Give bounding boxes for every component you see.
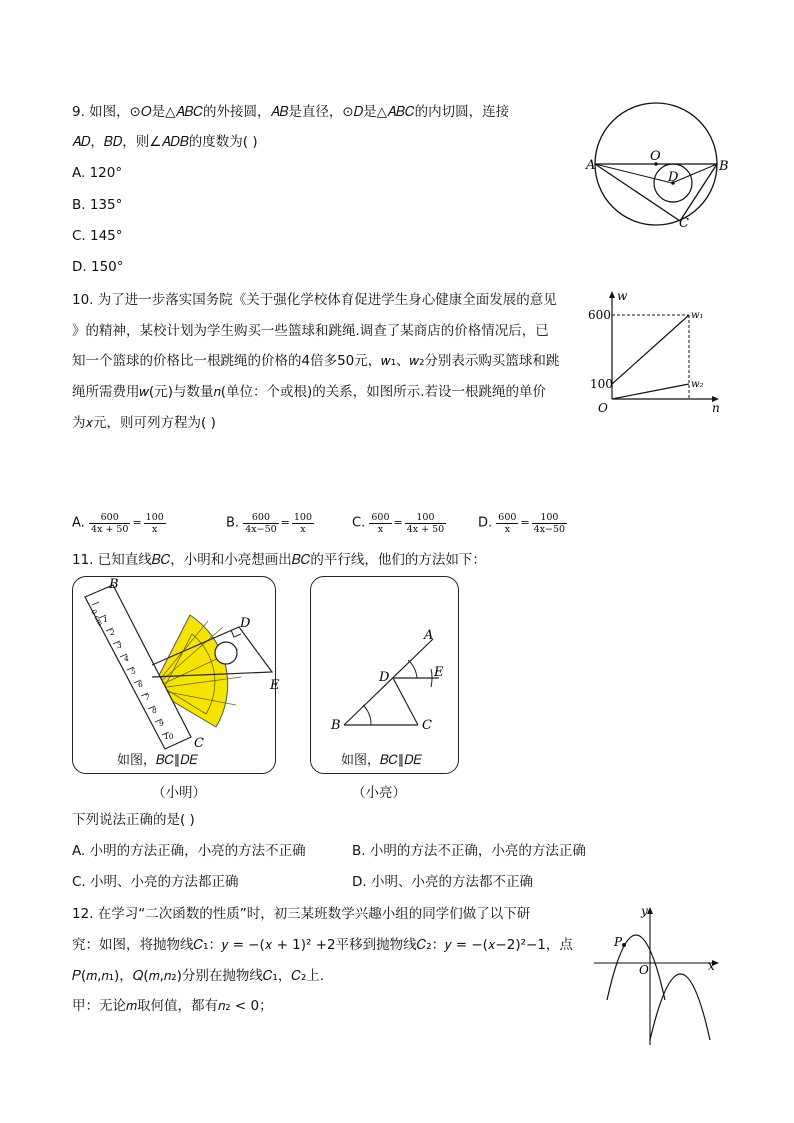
- xiaoliang-label-e: E: [434, 665, 444, 680]
- ruler-tick-7: 7: [145, 693, 150, 702]
- xiaoming-label-d: D: [240, 616, 251, 631]
- q12-stem-line2: 究：如图，将抛物线𝐶₁：𝑦 = −(𝑥 + 1)² +2平移到抛物线𝐶₂：𝑦 = −(𝑥−2)²−1，点: [72, 937, 573, 953]
- xiaoliang-label-a: A: [424, 628, 434, 643]
- xiaoming-label-e: E: [270, 678, 280, 693]
- q9-label-d: D: [668, 170, 679, 185]
- xiaoming-label-c: C: [194, 736, 204, 751]
- q10-option-a: A. $\frac{600}{4x + 50}$ = $\frac{100}{x}$: [72, 511, 164, 535]
- xiaoming-caption: 如图，𝐵𝐶∥𝐷𝐸: [117, 753, 198, 768]
- q9-stem-line1: 9. 如图，⊙𝑂是△𝐴𝐵𝐶的外接圆，𝐴𝐵是直径，⊙𝐷是△𝐴𝐵𝐶的内切圆，连接: [72, 104, 510, 120]
- xiaoliang-caption: 如图，𝐵𝐶∥𝐷𝐸: [341, 753, 422, 768]
- q10-option-d: D. $\frac{600}{x}$ = $\frac{100}{4x-50}$: [478, 511, 566, 535]
- q11-option-c: C. 小明、小亮的方法都正确: [72, 874, 239, 890]
- q9-option-a: A. 120°: [72, 165, 123, 181]
- ruler-tick-6: 6: [138, 680, 143, 689]
- q9-circle-figure: [584, 90, 730, 235]
- ruler-tick-8: 8: [152, 706, 157, 715]
- q10-stem-line3: 知一个篮球的价格比一根跳绳的价格的4倍多50元，𝑤₁、𝑤₂分别表示购买篮球和跳: [72, 353, 560, 369]
- q12-stem-line3: 𝑃(𝑚,𝑛₁)，𝑄(𝑚,𝑛₂)分别在抛物线𝐶₁，𝐶₂上.: [72, 968, 325, 984]
- q9-option-d: D. 150°: [72, 259, 124, 275]
- q12-stem-line1: 12. 在学习“二次函数的性质”时，初三某班数学兴趣小组的同学们做了以下研: [72, 906, 531, 922]
- q10-option-c: C. $\frac{600}{x}$ = $\frac{100}{4x + 50}$: [352, 511, 445, 535]
- q10-stem-line2: 》的精神，某校计划为学生购买一些篮球和跳绳.调查了某商店的价格情况后，已: [72, 323, 549, 339]
- ruler-tick-10: 10: [164, 732, 174, 741]
- q9-option-c: C. 145°: [72, 228, 123, 244]
- q10-stem-line5: 为𝑥元，则可列方程为( ): [72, 415, 216, 431]
- ruler-tick-9: 9: [159, 719, 164, 728]
- q12-point-p: P: [614, 935, 623, 949]
- q10-y-100: 100: [590, 377, 613, 391]
- q10-option-b: B. $\frac{600}{4x-50}$ = $\frac{100}{x}$: [226, 511, 313, 535]
- q12-y-axis-label: y: [641, 904, 648, 918]
- q11-fig1-name: （小明）: [152, 785, 206, 801]
- q11-option-b: B. 小明的方法不正确，小亮的方法正确: [352, 843, 586, 859]
- q9-label-o: O: [650, 149, 661, 164]
- ruler-tick-5: 5: [131, 667, 136, 676]
- q11-option-d: D. 小明、小亮的方法都不正确: [352, 874, 533, 890]
- q9-label-a: A: [586, 158, 596, 173]
- q9-stem-line2: 𝐴𝐷，𝐵𝐷，则∠𝐴𝐷𝐵的度数为( ): [72, 134, 258, 150]
- xiaoming-label-b: B: [109, 577, 119, 592]
- q10-y-600: 600: [588, 308, 611, 322]
- ruler-tick-3: 3: [117, 641, 122, 650]
- q10-cost-graph: [586, 288, 726, 418]
- ruler-protractor-drawing: [73, 577, 280, 773]
- ruler-tick-2: 2: [110, 628, 115, 637]
- q10-w1-label: w₁: [691, 310, 704, 321]
- q10-x-axis-label: n: [712, 401, 720, 415]
- q12-stem-line4: 甲：无论𝑚取何值，都有𝑛₂ < 0；: [72, 998, 273, 1014]
- q9-option-b: B. 135°: [72, 197, 123, 213]
- q11-figure-xiaoming: [72, 576, 280, 774]
- q11-stem: 11. 已知直线𝐵𝐶，小明和小亮想画出𝐵𝐶的平行线，他们的方法如下：: [72, 552, 486, 568]
- xiaoliang-label-c: C: [422, 718, 432, 733]
- q11-fig2-name: （小亮）: [352, 785, 406, 801]
- q9-label-c: C: [679, 216, 689, 231]
- q11-option-a: A. 小明的方法正确，小亮的方法不正确: [72, 843, 306, 859]
- q10-stem-line1: 10. 为了进一步落实国务院《关于强化学校体育促进学生身心健康全面发展的意见: [72, 292, 557, 308]
- q12-x-axis-label: x: [708, 959, 715, 973]
- q12-parabola-graph: [592, 900, 722, 1050]
- ruler-unit-label: 0 cm: [89, 608, 105, 628]
- q12-origin-label: O: [639, 963, 649, 977]
- q9-label-b: B: [719, 159, 729, 174]
- ruler-tick-1: 1: [103, 615, 108, 624]
- q11-figure-xiaoliang: [310, 576, 459, 774]
- compass-construction-drawing: [311, 577, 458, 773]
- q10-w2-label: w₂: [691, 379, 704, 390]
- q10-origin-label: O: [598, 401, 608, 415]
- xiaoliang-label-d: D: [379, 670, 390, 685]
- q10-stem-line4: 绳所需费用𝑤(元)与数量𝑛(单位：个或根)的关系，如图所示.若设一根跳绳的单价: [72, 384, 547, 400]
- q10-y-axis-label: w: [617, 289, 628, 303]
- xiaoliang-label-b: B: [331, 718, 341, 733]
- q11-prompt: 下列说法正确的是( ): [72, 812, 195, 828]
- ruler-tick-4: 4: [124, 654, 129, 663]
